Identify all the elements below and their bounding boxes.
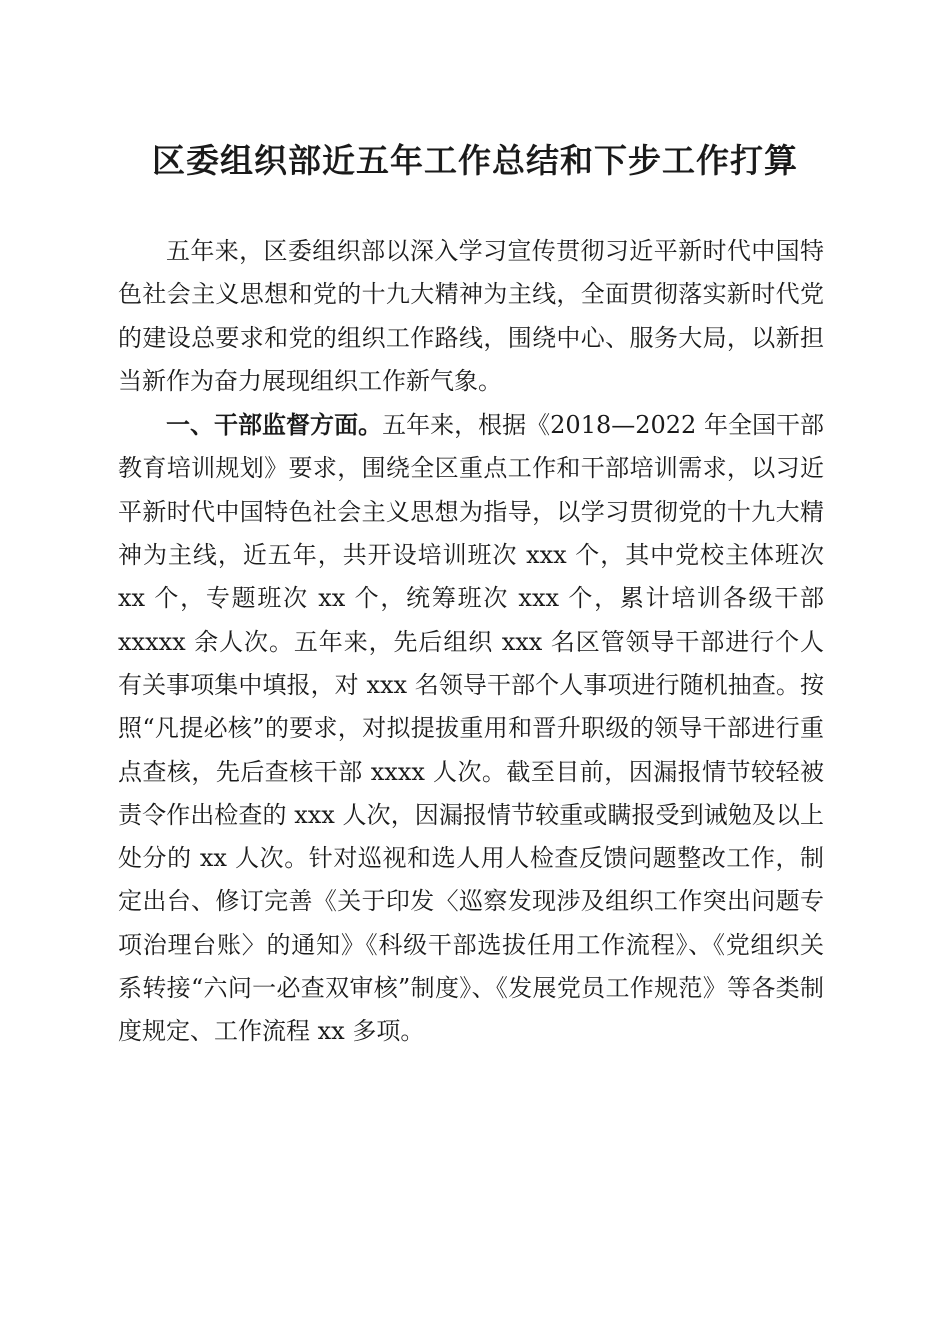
document-body bbox=[118, 230, 824, 1054]
document-title: 区委组织部近五年工作总结和下步工作打算 bbox=[152, 141, 798, 180]
intro-paragraph: 五年来，区委组织部以深入学习宣传贯彻习近平新时代中国特色社会主义思想和党的十九大精神为主线，全面贯彻落实新时代党的建设总要求和党的组织工作路线，围绕中心、服务大局，以新担当新作为奋力展现组织工作新气象。 bbox=[118, 237, 824, 395]
section-1-heading: 一、干部监督方面。 bbox=[166, 410, 383, 440]
section-1-paragraph bbox=[118, 403, 824, 1053]
section-1-body: 五年来，根据《2018—2022 年全国干部教育培训规划》要求，围绕全区重点工作和干部培训需求，以习近平新时代中国特色社会主义思想为指导，以学习贯彻党的十九大精神为主线，近五年，共开设培训班次 xxx 个，其中党校主体班次 xx 个，专题班次 xx 个，统筹班次 xxx 个，累计培训各级干部 xxxxx 余人次。五年来，先后组织 xxx 名区管领导干部进行个人有关事项集中填报，对 xxx 名领导干部个人事项进行随机抽查。按照“凡提必核”的要求，对拟提拔重用和晋升职级的领导干部进行重点查核，先后查核干部 xxxx 人次。截至目前，因漏报情节较轻被责令作出检查的 xxx 人次，因漏报情节较重或瞒报受到诫勉及以上处分的 xx 人次。针对巡视和选人用人检查反馈问题整改工作，制定出台、修订完善《关于印发〈巡察发现涉及组织工作突出问题专项治理台账〉的通知》《科级干部选拔任用工作流程》、《党组织关系转接“六问一必查双审核”制度》、《发展党员工作规范》等各类制度规定、工作流程 xx 多项。 bbox=[118, 411, 824, 1046]
